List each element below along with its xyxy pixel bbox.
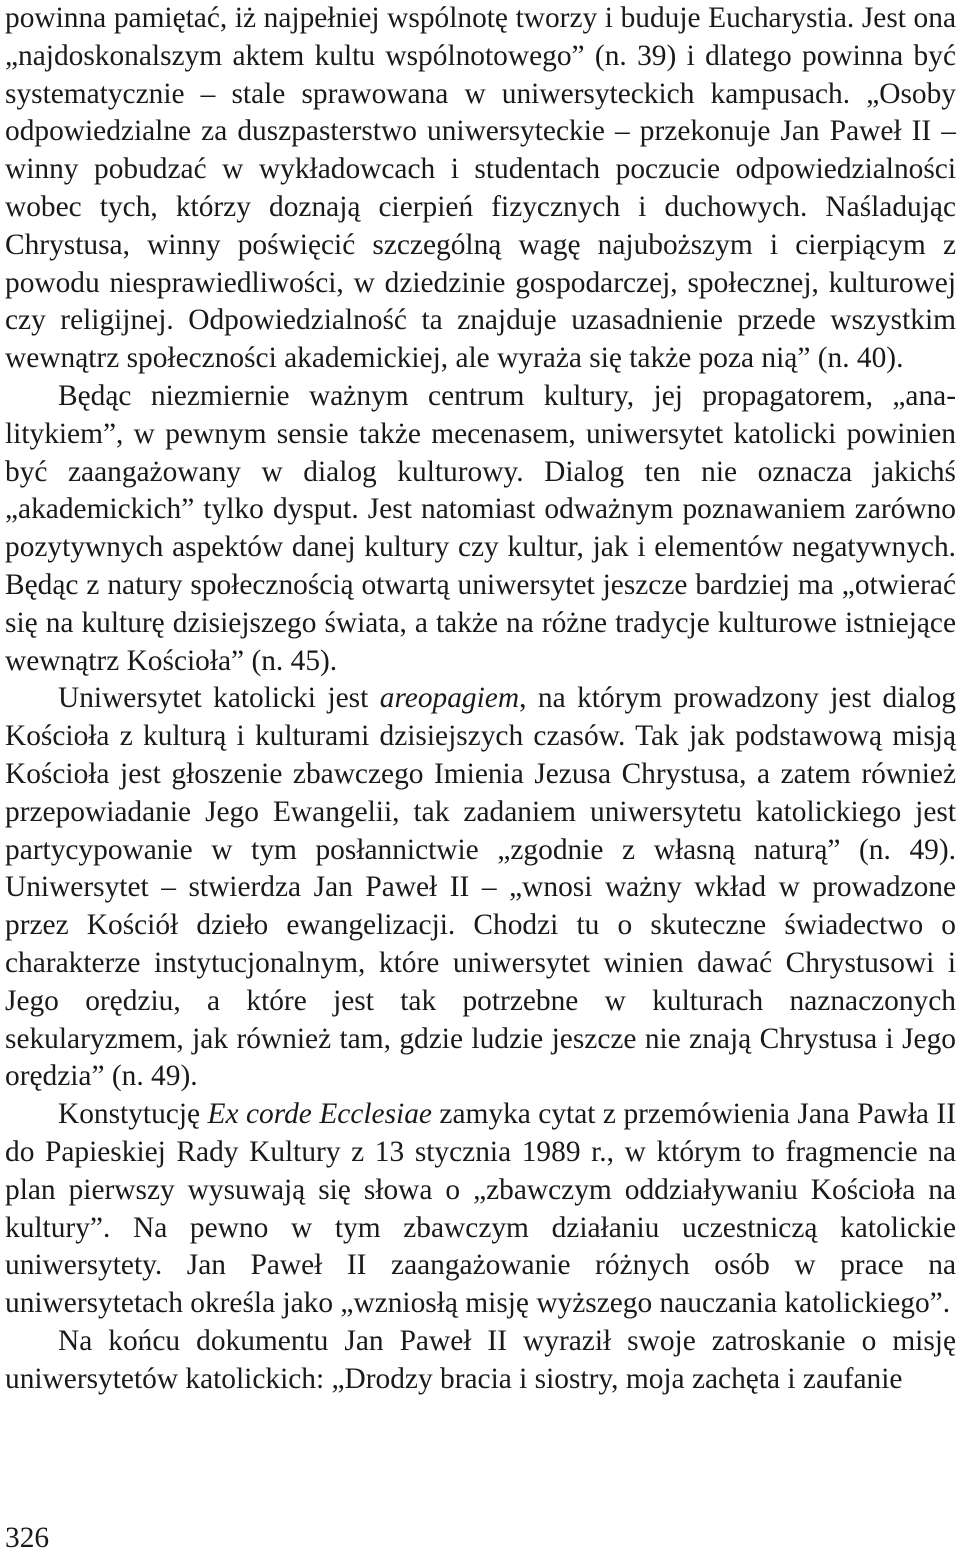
paragraph-4-text-a: Konstytucję: [58, 1098, 208, 1131]
page-body: [5, 0, 956, 1398]
paragraph-5-text: Na końcu dokumentu Jan Paweł II wyraził swoje zatroskanie o misję uniwersytetów katolickich: „Drodzy bracia i siostry, moja zachęta i zaufanie: [5, 1324, 956, 1395]
page-number: 326: [5, 1522, 50, 1554]
paragraph-3: [5, 680, 956, 1096]
paragraph-3-italic-areopagiem: areopagiem: [379, 682, 520, 715]
paragraph-1-text: powinna pamiętać, iż najpełniej wspólnotę tworzy i buduje Eucharystia. Jest ona „najdoskonalszym aktem kultu wspólnotowego” (n. 39) i dlatego powinna być systematycznie – stale sprawowana w uniwersyteckich kampusach. „Osoby odpowiedzialne za duszpasterstwo uniwersyteckie – przekonuje Jan Paweł II – winny pobudzać w wykładowcach i studentach poczucie odpowiedzialności wobec tych, którzy doznają cierpień fizycznych i duchowych. Naśladując Chrystusa, winny poświęcić szczególną wagę najuboższym i cierpiącym z powodu niesprawiedliwości, w dziedzinie gospodarczej, społecznej, kulturowej czy religijnej. Odpowiedzialność ta znajduje uzasadnienie przede wszystkim wewnątrz społeczności akademickiej, ale wyraża się także poza nią” (n. 40).: [5, 2, 956, 375]
paragraph-2-text: Będąc niezmiernie ważnym centrum kultury, jej propagatorem, „analitykiem”, w pewnym sensie także mecenasem, uniwersytet katolicki powinien być zaangażowany w dialog kulturowy. Dialog ten nie oznacza jakichś „akademickich” tylko dysput. Jest natomiast odważnym poznawaniem zarówno pozytywnych aspektów danej kultury czy kultur, jak i elementów negatywnych. Będąc z natury społecznością otwartą uniwersytet jeszcze bardziej ma „otwierać się na kulturę dzisiejszego świata, a także na różne tradycje kulturowe istniejące wewnątrz Kościoła” (n. 45).: [5, 379, 956, 677]
paragraph-4: [5, 1096, 956, 1323]
paragraph-4-italic-title: Ex corde Ecclesiae: [207, 1098, 432, 1131]
paragraph-2: [5, 378, 956, 680]
paragraph-3-text-b: , na którym prowadzony jest dialog Kościoła z kulturą i kulturami dzisiejszych czasów. Tak jak podstawową misją Kościoła jest głoszenie zbawczego Imienia Jezusa Chrystusa, a zatem również przepowiadanie Jego Ewangelii, tak zadaniem uniwersytetu katolickiego jest partycypowanie w tym posłannictwie „zgodnie z własną naturą” (n. 49). Uniwersytet – stwierdza Jan Paweł II – „wnosi ważny wkład w prowadzone przez Kościół dzieło ewangelizacji. Chodzi tu o skuteczne świadectwo o charakterze instytucjonalnym, które uniwersytet winien dawać Chrystusowi i Jego orędziu, a które jest tak potrzebne w kulturach naznaczonych sekularyzmem, jak również tam, gdzie ludzie jeszcze nie znają Chrystusa i Jego orędzia” (n. 49).: [5, 682, 956, 1093]
paragraph-5: [5, 1323, 956, 1399]
paragraph-3-text-a: Uniwersytet katolicki jest: [58, 682, 380, 715]
paragraph-4-text-b: zamyka cytat z przemówienia Jana Pawła II do Papieskiej Rady Kultury z 13 stycznia 1989 r., w którym to fragmencie na plan pierwszy wysuwają się słowa o „zbawczym oddziaływaniu Kościoła na kultury”. Na pewno w tym zbawczym działaniu uczestniczą katolickie uniwersytety. Jan Paweł II zaangażowanie różnych osób w prace na uniwersytetach określa jako „wzniosłą misję wyższego nauczania katolickiego”.: [5, 1098, 956, 1320]
paragraph-1: [5, 0, 956, 378]
